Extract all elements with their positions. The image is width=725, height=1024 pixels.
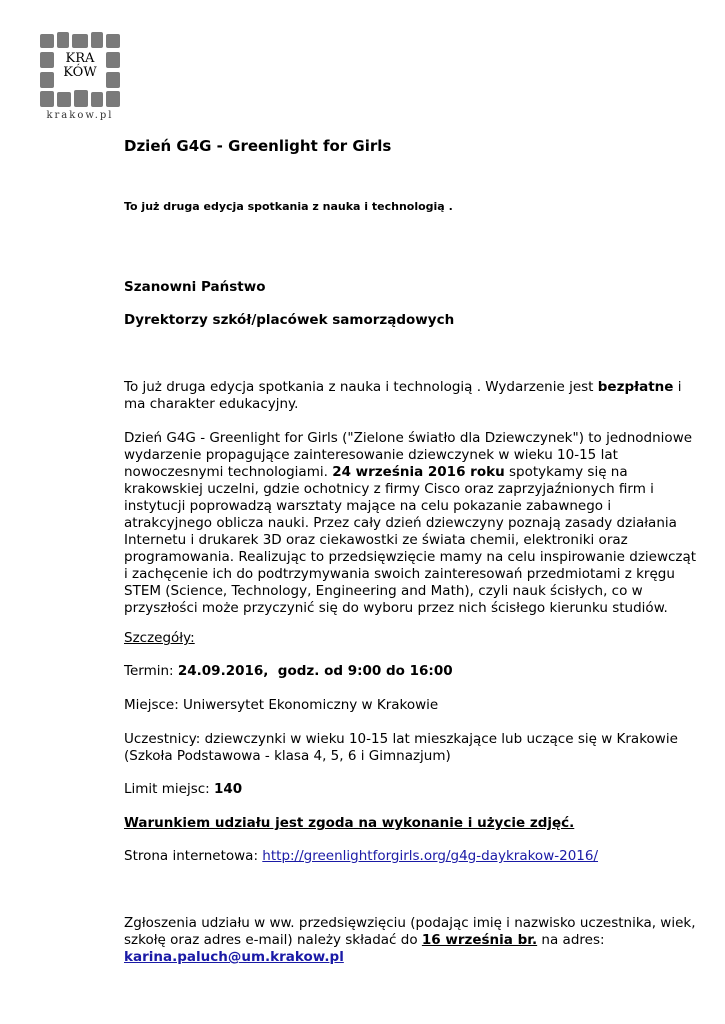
website-link[interactable]: http://greenlightforgirls.org/g4g-daykrakow-2016/ [262, 848, 599, 864]
registration-text: szkołę oraz adres e-mail) należy składać do [124, 932, 422, 948]
document-subtitle: To już druga edycja spotkania z nauka i technologią . [124, 200, 453, 213]
contact-email-link[interactable]: karina.paluch@um.krakow.pl [124, 949, 344, 965]
details-website [124, 848, 598, 864]
participation-condition: Warunkiem udziału jest zgoda na wykonanie i użycie zdjęć. [124, 815, 575, 831]
details-heading: Szczegóły: [124, 630, 195, 646]
intro-paragraph [124, 379, 702, 413]
logo-wordmark [56, 52, 104, 80]
details-participants-line-2: (Szkoła Podstawowa - klasa 4, 5, 6 i Gimnazjum) [124, 748, 451, 764]
details-term [124, 663, 453, 679]
description-event-date: 24 września 2016 roku [332, 464, 505, 480]
details-place: Miejsce: Uniwersytet Ekonomiczny w Krakowie [124, 697, 439, 713]
limit-value: 140 [214, 781, 243, 797]
intro-free-emphasis: bezpłatne [597, 379, 674, 395]
term-value: 24.09.2016, godz. od 9:00 do 16:00 [177, 663, 453, 679]
document-title: Dzień G4G - Greenlight for Girls [124, 137, 392, 155]
logo-url: krakow.pl [46, 110, 114, 121]
intro-text-1: To już druga edycja spotkania z nauka i technologią . Wydarzenie jest [124, 379, 598, 395]
description-text-1: Dzień G4G - Greenlight for Girls ("Zielone światło dla Dziewczynek") to jednodniowe wydarzenie propagujące zainteresowanie dziewczynek w wieku 10-15 lat nowoczesnymi technologiami. [124, 430, 693, 480]
krakow-logo [38, 30, 122, 124]
registration-deadline: 16 września br. [421, 932, 538, 948]
registration-email-line [124, 949, 344, 965]
registration-line-2 [124, 932, 605, 948]
registration-tail: na adres: [537, 932, 605, 948]
logo-line-2: KÓW [56, 66, 104, 80]
registration-line-1: Zgłoszenia udziału w ww. przedsięwzięciu (podając imię i nazwisko uczestnika, wiek, [124, 915, 696, 931]
intro-text-2: i ma charakter edukacyjny. [124, 379, 682, 412]
details-participants-line-1: Uczestnicy: dziewczynki w wieku 10-15 lat mieszkające lub uczące się w Krakowie [124, 731, 678, 747]
details-limit [124, 781, 242, 797]
salutation: Szanowni Państwo [124, 279, 266, 295]
term-label: Termin: [124, 663, 178, 679]
addressee: Dyrektorzy szkół/placówek samorządowych [124, 312, 455, 328]
logo-line-1: KRA [56, 52, 104, 66]
description-text-2: spotykamy się na krakowskiej uczelni, gdzie ochotnicy z firmy Cisco oraz zaprzyjaźnionych firm i instytucji poprowadzą warsztaty mające na celu pokazanie zabawnego i atrakcyjnego oblicza nauki. Przez cały dzień dziewczyny poznają zasady działania Internetu i drukarek 3D oraz ciekawostki ze świata chemii, elektroniki oraz programowania. Realizując to przedsięwzięcie mamy na celu inspirowanie dziewcząt i zachęcenie ich do podtrzymywania swoich zainteresowań przedmiotami z kręgu STEM (Science, Technology, Engineering and Math), czyli nauk ścisłych, co w przyszłości może przyczynić się do wyboru przez nich ścisłego kierunku studiów. [124, 464, 697, 616]
website-label: Strona internetowa: [124, 848, 263, 864]
limit-label: Limit miejsc: [124, 781, 215, 797]
description-paragraph [124, 430, 702, 617]
